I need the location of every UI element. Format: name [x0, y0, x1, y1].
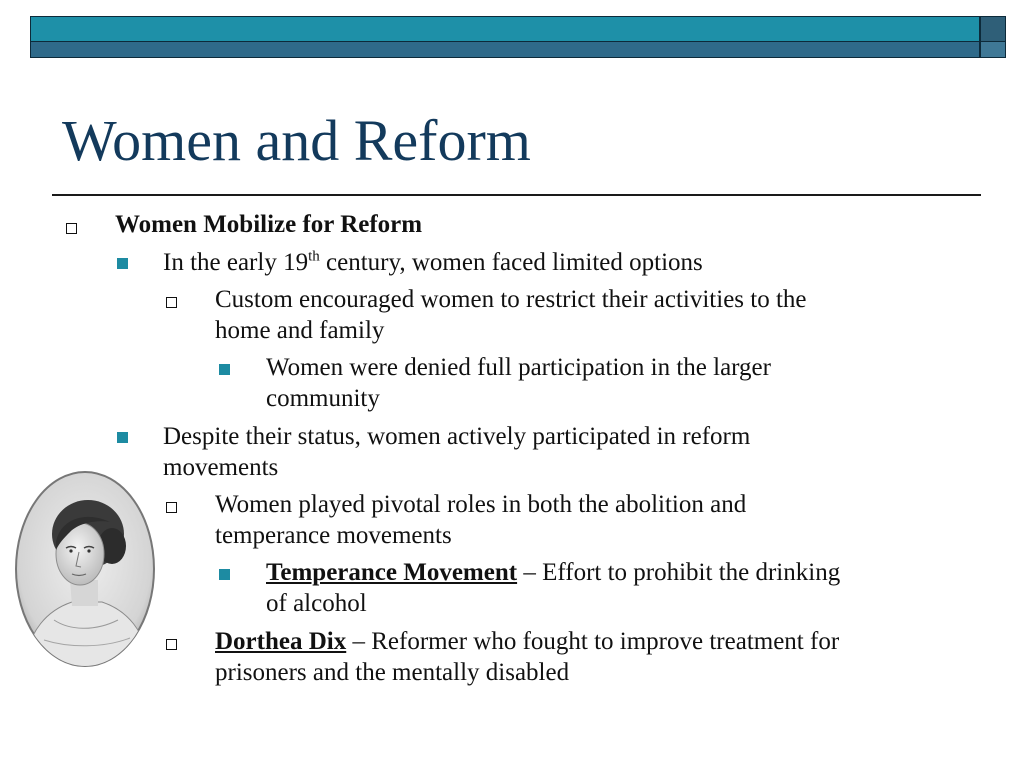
filled-square-bullet-icon: [219, 364, 230, 375]
bullet-level3-text-cont: prisoners and the mentally disabled: [215, 659, 570, 686]
filled-square-bullet-icon: [117, 258, 128, 269]
open-square-bullet-icon: [166, 297, 177, 308]
bullet-text-part: In the early 19: [163, 249, 309, 276]
portrait-image: [14, 470, 156, 668]
bullet-level1-text: Women Mobilize for Reform: [115, 211, 423, 238]
slide-title: Women and Reform: [62, 108, 531, 173]
bullet-level3-text: Custom encouraged women to restrict their activities to the: [215, 286, 807, 313]
open-square-bullet-icon: [166, 502, 177, 513]
bullet-text-part: century, women faced limited options: [319, 249, 703, 276]
bullet-level2-text: Despite their status, women actively participated in reform: [163, 423, 751, 450]
bullet-level2-text-cont: movements: [163, 454, 279, 481]
bullet-level3-text-cont: home and family: [215, 317, 385, 344]
bullet-text-part: – Effort to prohibit the drinking: [517, 559, 841, 586]
filled-square-bullet-icon: [219, 569, 230, 580]
superscript-th: th: [308, 248, 320, 265]
term-temperance-movement: Temperance Movement: [266, 559, 518, 586]
bullet-level4-text: Women were denied full participation in the larger: [266, 354, 771, 381]
bullet-level4-text: [266, 557, 840, 588]
filled-square-bullet-icon: [117, 432, 128, 443]
bullet-level2-text: [163, 247, 703, 278]
bullet-text-part: – Reformer who fought to improve treatment for: [346, 628, 840, 655]
bullet-level3-text: Women played pivotal roles in both the abolition and: [215, 491, 747, 518]
bullet-level4-text-cont: community: [266, 385, 380, 412]
open-square-bullet-icon: [166, 639, 177, 650]
term-dorthea-dix: Dorthea Dix: [215, 628, 347, 655]
bullet-level3-text-cont: temperance movements: [215, 522, 452, 549]
bullet-level4-text-cont: of alcohol: [266, 590, 367, 617]
bullet-level3-text: [215, 626, 839, 657]
open-square-bullet-icon: [66, 223, 77, 234]
